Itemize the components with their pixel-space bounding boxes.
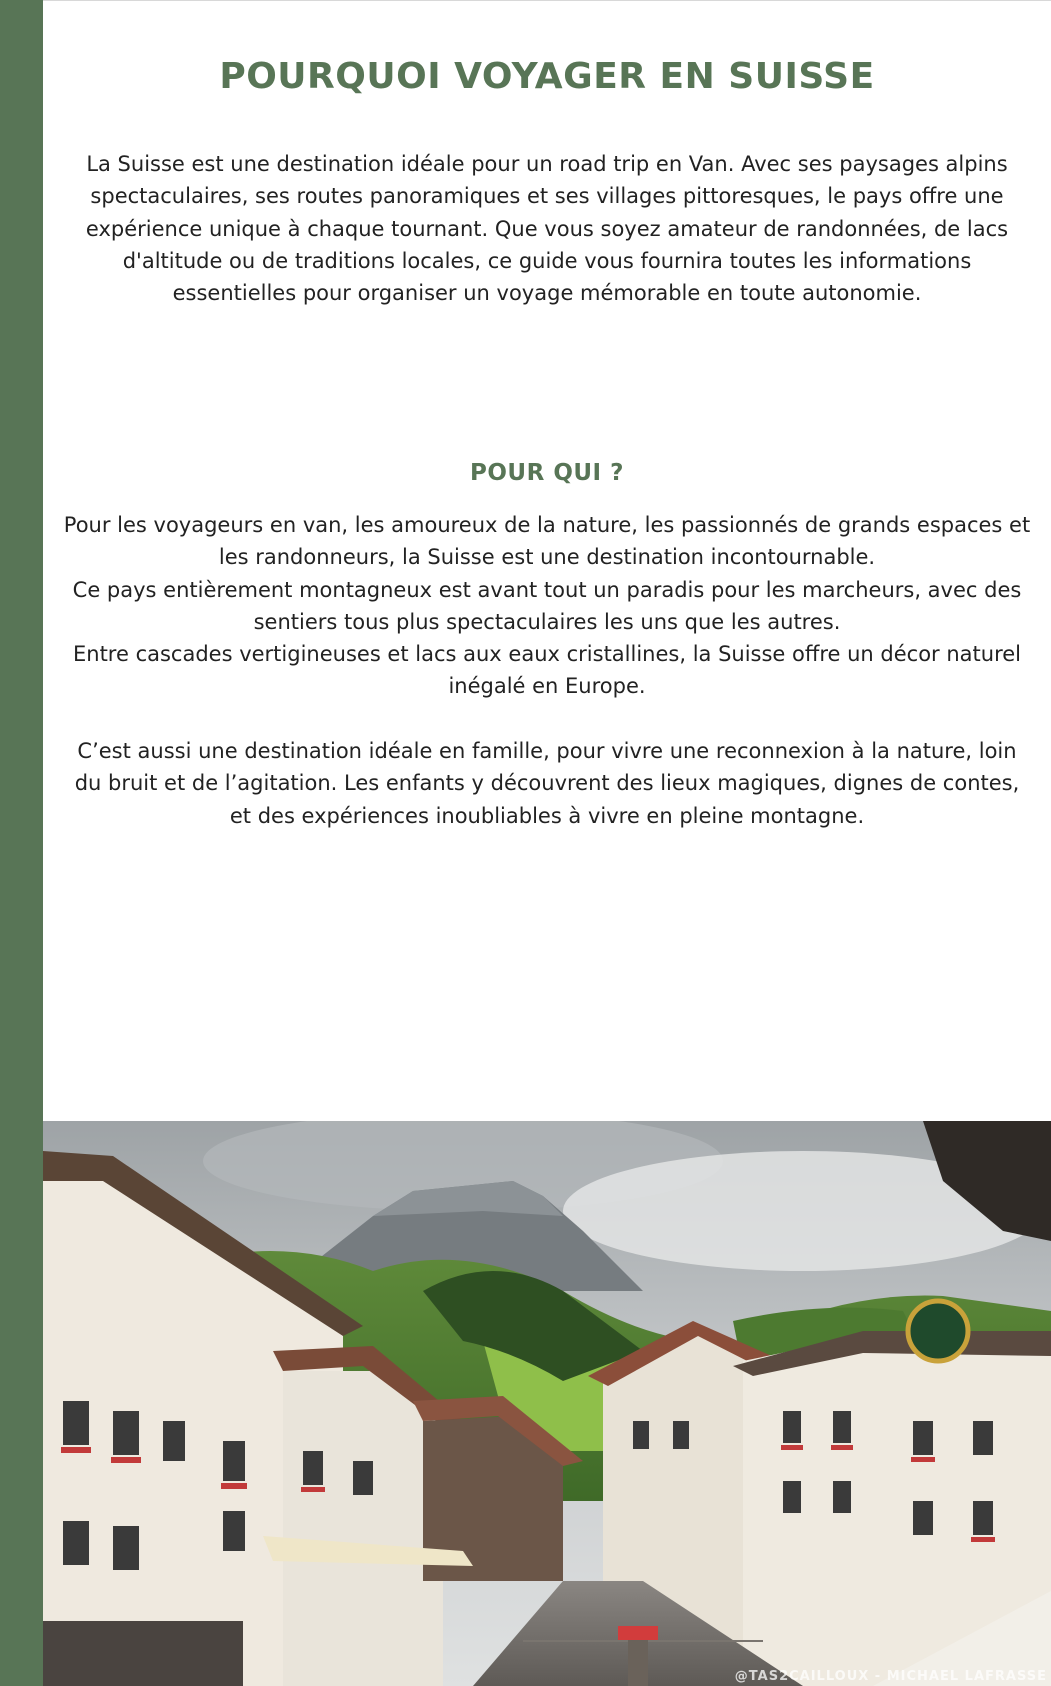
paragraph-family: C’est aussi une destination idéale en famille, pour vivre une reconnexion à la nature, loin du bruit et de l’agitation. Les enfants y découvrent des lieux magiques, dignes de contes, et des expériences inoubliables à vivre en pleine montagne. — [74, 739, 1020, 828]
section-subtitle: POUR QUI ? — [470, 460, 624, 486]
paragraph-gap — [61, 703, 1033, 735]
intro-paragraph: La Suisse est une destination idéale pour un road trip en Van. Avec ses paysages alpins spectaculaires, ses routes panoramiques et ses villages pittoresques, le pays offre une expérience unique à chaque tournant. Que vous soyez amateur de randonnées, de lacs d'altitude ou de traditions locales, ce guide vous fournira toutes les informations essentielles pour organiser un voyage mémorable en toute autonomie. — [85, 152, 1009, 306]
section-body — [61, 509, 1033, 832]
paragraph-hikers: Ce pays entièrement montagneux est avant tout un paradis pour les marcheurs, avec des sentiers tous plus spectaculaires les uns que les autres. — [72, 577, 1022, 634]
photo-credit: @TAS2CAILLOUX - MICHAEL LAFRASSE — [734, 1669, 1047, 1684]
page-title: POURQUOI VOYAGER EN SUISSE — [219, 56, 875, 97]
village-photo — [43, 1121, 1051, 1686]
side-accent-bar — [0, 0, 43, 1686]
top-divider — [43, 0, 1051, 1]
paragraph-nature: Entre cascades vertigineuses et lacs aux eaux cristallines, la Suisse offre un décor naturel inégalé en Europe. — [72, 642, 1021, 699]
paragraph-travelers: Pour les voyageurs en van, les amoureux de la nature, les passionnés de grands espaces et les randonneurs, la Suisse est une destination incontournable. — [63, 513, 1031, 570]
